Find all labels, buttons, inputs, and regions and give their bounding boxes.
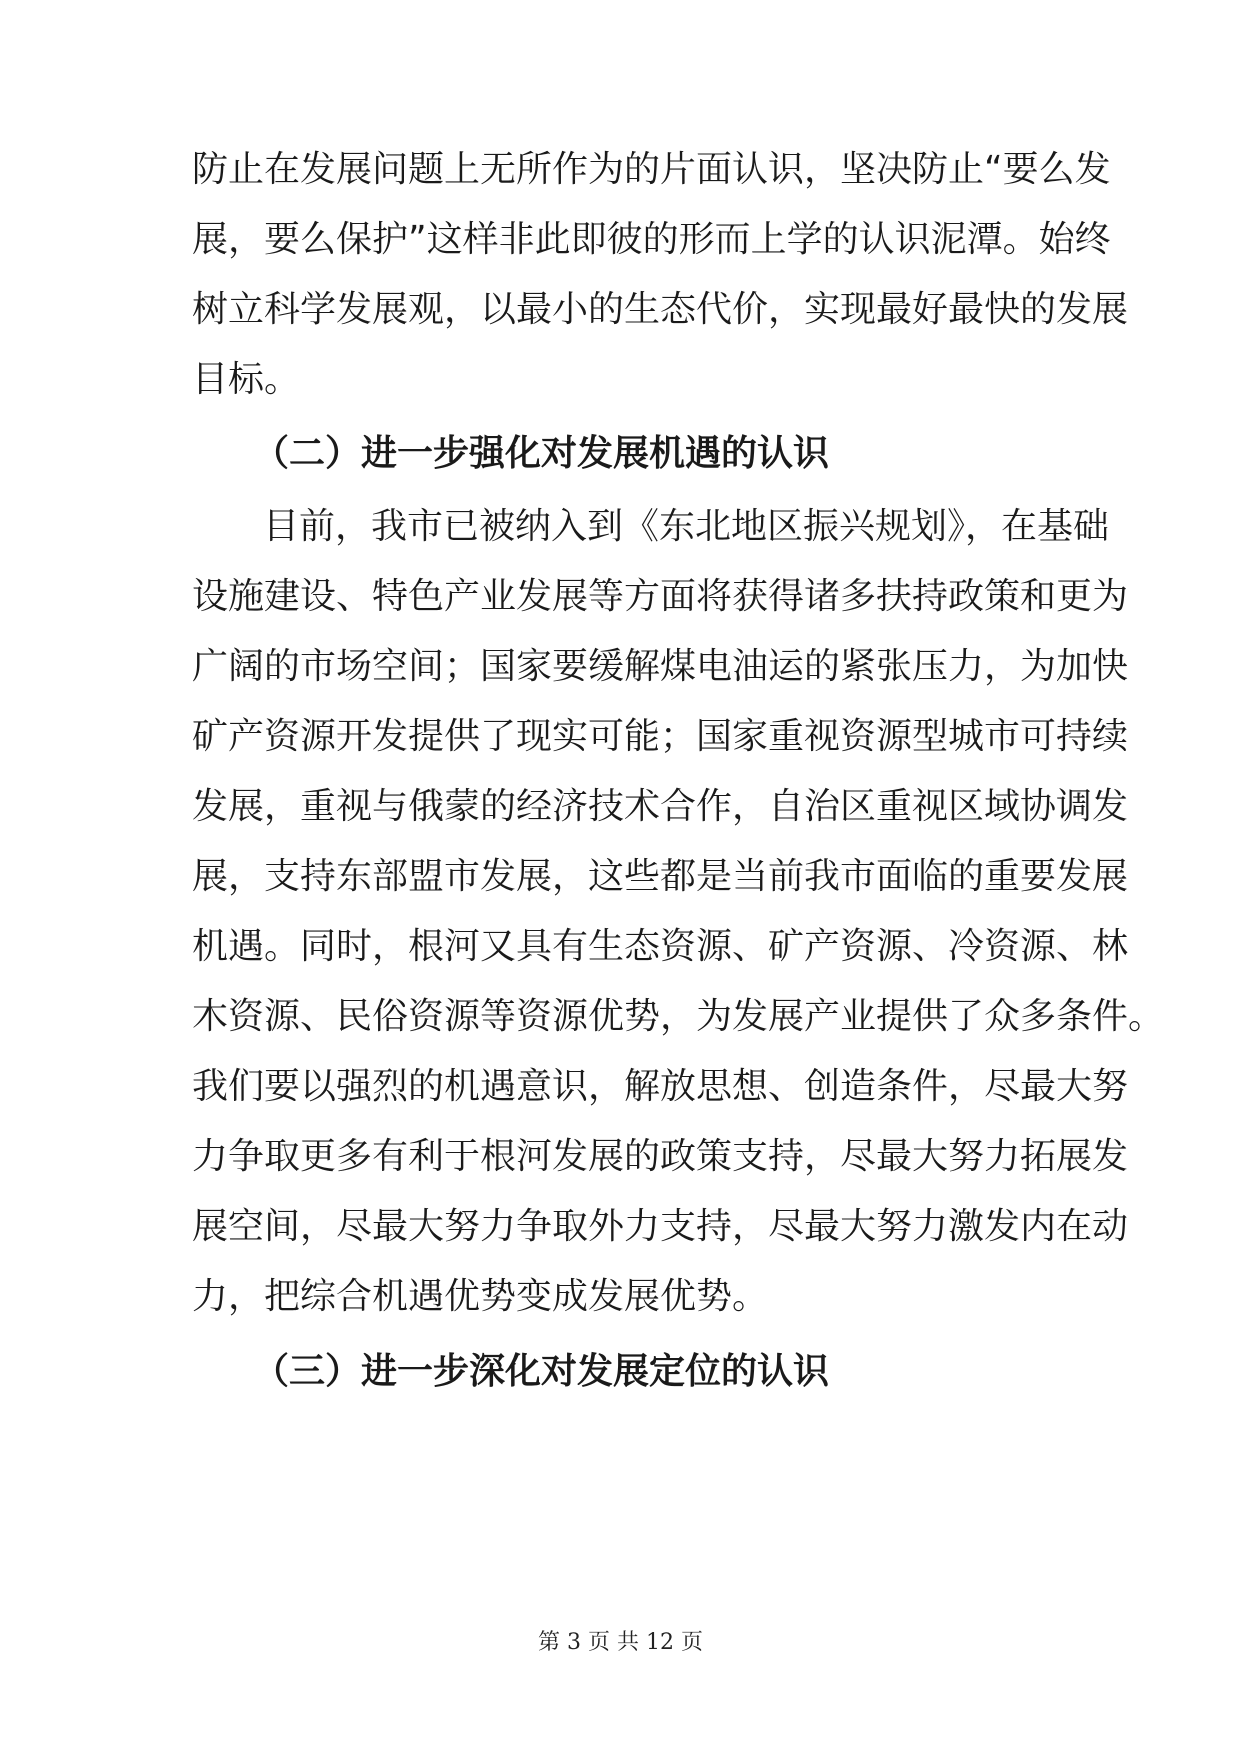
paragraph-line: 矿产资源开发提供了现实可能；国家重视资源型城市可持续: [192, 716, 1129, 757]
paragraph-line: 防止在发展问题上无所作为的片面认识，坚决防止“要么发: [192, 149, 1111, 190]
section-heading-2: （二）进一步强化对发展机遇的认识: [253, 433, 830, 474]
paragraph-line: 设施建设、特色产业发展等方面将获得诸多扶持政策和更为: [192, 576, 1129, 617]
paragraph-line: 展空间，尽最大努力争取外力支持，尽最大努力激发内在动: [192, 1206, 1129, 1247]
paragraph-line: 我们要以强烈的机遇意识，解放思想、创造条件，尽最大努: [192, 1066, 1129, 1107]
paragraph-line: 展，要么保护”这样非此即彼的形而上学的认识泥潭。始终: [192, 219, 1111, 260]
paragraph-line: 机遇。同时，根河又具有生态资源、矿产资源、冷资源、林: [192, 926, 1129, 967]
paragraph-line: 展，支持东部盟市发展，这些都是当前我市面临的重要发展: [192, 856, 1129, 897]
section-heading-3: （三）进一步深化对发展定位的认识: [253, 1351, 830, 1392]
paragraph-line: 目标。: [192, 359, 301, 400]
paragraph-line: 木资源、民俗资源等资源优势，为发展产业提供了众多条件。: [192, 996, 1165, 1037]
paragraph-line: 力争取更多有利于根河发展的政策支持，尽最大努力拓展发: [192, 1136, 1129, 1177]
page-number-footer: 第 3 页 共 12 页: [538, 1630, 703, 1655]
paragraph-line: 力，把综合机遇优势变成发展优势。: [192, 1276, 769, 1317]
paragraph-line: 目前，我市已被纳入到《东北地区振兴规划》，在基础: [263, 506, 1110, 547]
paragraph-line: 发展，重视与俄蒙的经济技术合作，自治区重视区域协调发: [192, 786, 1129, 827]
paragraph-line: 树立科学发展观，以最小的生态代价，实现最好最快的发展: [192, 289, 1129, 330]
paragraph-line: 广阔的市场空间；国家要缓解煤电油运的紧张压力，为加快: [192, 646, 1129, 687]
